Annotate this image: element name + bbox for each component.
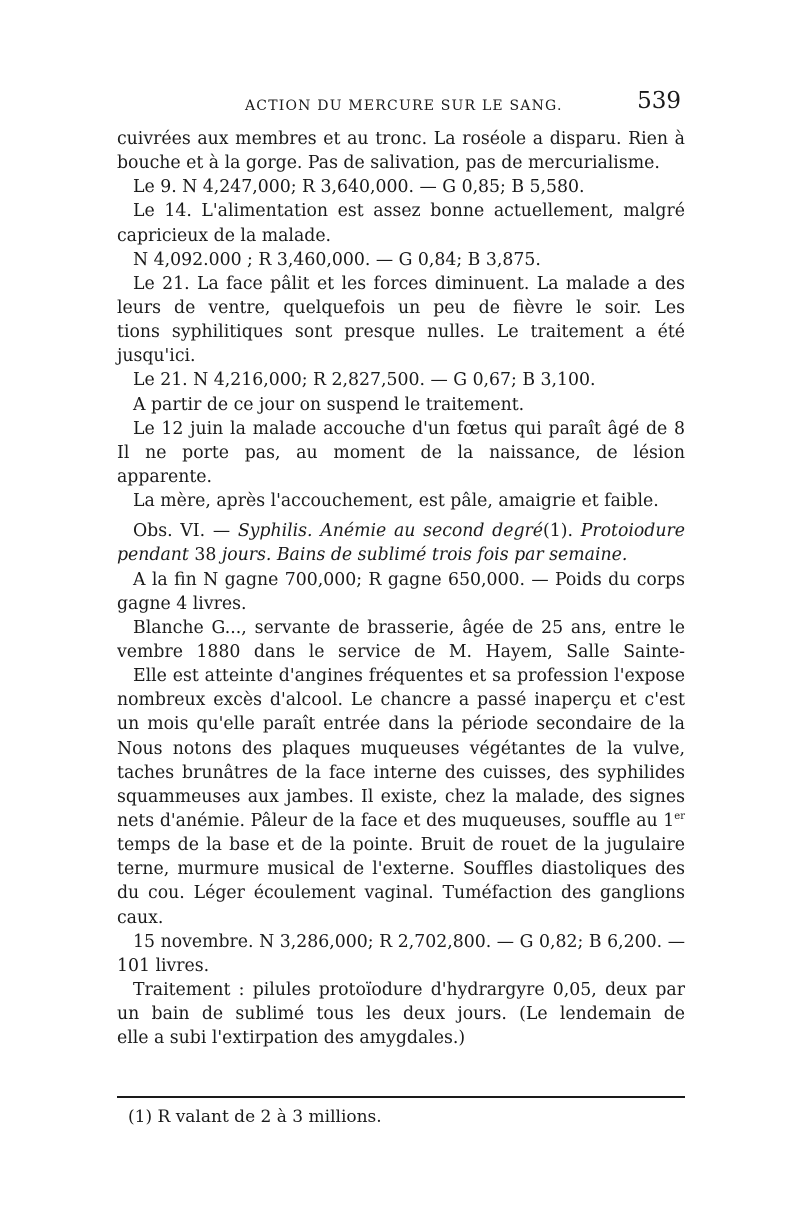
text-line: Le 12 juin la malade accouche d'un fœtus qui paraît âgé de 8: [133, 418, 685, 439]
text-line: tions syphilitiques sont presque nulles. Le traitement a été: [117, 322, 685, 343]
text-line: [117, 809, 685, 833]
obs-title: Syphilis. Anémie au second degré: [237, 521, 544, 542]
text-line: elle a subi l'extirpation des amygdales.): [117, 1028, 466, 1049]
text-line: vembre 1880 dans le service de M. Hayem, Salle Sainte-: [117, 641, 685, 662]
text-line: N 4,092.000 ; R 3,460,000. — G 0,84; B 3,875.: [133, 249, 541, 270]
text-line: temps de la base et de la pointe. Bruit de rouet de la jugulaire: [117, 835, 685, 856]
obs-label: Obs. VI. —: [133, 521, 238, 542]
text-line: gagne 4 livres.: [117, 593, 247, 614]
text-line: leurs de ventre, quelquefois un peu de fièvre le soir. Les: [117, 297, 685, 318]
text-line: Le 21. N 4,216,000; R 2,827,500. — G 0,67; B 3,100.: [133, 370, 596, 391]
observation-heading: [117, 519, 685, 543]
obs-pendant: pendant: [117, 545, 189, 566]
text-line: squammeuses aux jambes. Il existe, chez la malade, des signes: [117, 786, 685, 807]
text-line: 15 novembre. N 3,286,000; R 2,702,800. — G 0,82; B 6,200. —: [133, 931, 685, 952]
footnote-divider: [117, 1096, 685, 1098]
text-line: jusqu'ici.: [117, 346, 196, 367]
anemia-line: nets d'anémie. Pâleur de la face et des muqueuses, souffle au 1: [117, 810, 675, 831]
body-text: [117, 127, 685, 1050]
text-line: un mois qu'elle paraît entrée dans la période secondaire de la: [117, 714, 685, 735]
text-line: Le 9. N 4,247,000; R 3,640,000. — G 0,85; B 5,580.: [133, 177, 585, 198]
footnote-ref: (1).: [543, 521, 574, 542]
obs-baths: jours. Bains de sublimé trois fois par semaine.: [221, 545, 628, 566]
text-line: Blanche G..., servante de brasserie, âgée de 25 ans, entre le: [133, 617, 685, 638]
text-line: cuivrées aux membres et au tronc. La roséole a disparu. Rien à: [117, 129, 685, 149]
text-line: 101 livres.: [117, 955, 210, 976]
text-line: du cou. Léger écoulement vaginal. Tuméfaction des ganglions: [117, 883, 685, 904]
text-line: bouche et à la gorge. Pas de salivation, pas de mercurialisme.: [117, 153, 660, 174]
running-title: ACTION DU MERCURE SUR LE SANG.: [245, 98, 563, 114]
text-line: Traitement : pilules protoïodure d'hydrargyre 0,05, deux par: [133, 979, 685, 1000]
text-line: Nous notons des plaques muqueuses végétantes de la vulve,: [117, 738, 685, 759]
page-header: [117, 88, 685, 124]
footnote: (1) R valant de 2 à 3 millions.: [128, 1107, 382, 1127]
text-line: A la fin N gagne 700,000; R gagne 650,000. — Poids du corps: [133, 569, 685, 590]
text-line: Le 21. La face pâlit et les forces diminuent. La malade a des: [133, 273, 685, 294]
text-line: Il ne porte pas, au moment de la naissance, de lésion: [117, 442, 685, 463]
superscript: er: [674, 811, 685, 823]
observation-heading-cont: [117, 543, 685, 567]
text-line: taches brunâtres de la face interne des cuisses, des syphilides: [117, 762, 685, 783]
text-line: capricieux de la malade.: [117, 225, 332, 246]
text-line: caux.: [117, 907, 164, 928]
text-line: un bain de sublimé tous les deux jours. (Le lendemain de: [117, 1004, 685, 1025]
text-line: apparente.: [117, 466, 213, 487]
text-line: A partir de ce jour on suspend le traitement.: [133, 394, 525, 415]
text-line: terne, murmure musical de l'externe. Souffles diastoliques des: [117, 859, 685, 880]
obs-treatment: Protoiodure: [580, 521, 685, 542]
text-line: Le 14. L'alimentation est assez bonne actuellement, malgré: [133, 201, 685, 222]
text-line: nombreux excès d'alcool. Le chancre a passé inaperçu et c'est: [117, 690, 685, 711]
obs-days: 38: [188, 545, 222, 566]
page-number: 539: [637, 88, 681, 114]
text-line: La mère, après l'accouchement, est pâle, amaigrie et faible.: [133, 491, 659, 512]
text-line: Elle est atteinte d'angines fréquentes et sa profession l'expose: [133, 666, 685, 687]
